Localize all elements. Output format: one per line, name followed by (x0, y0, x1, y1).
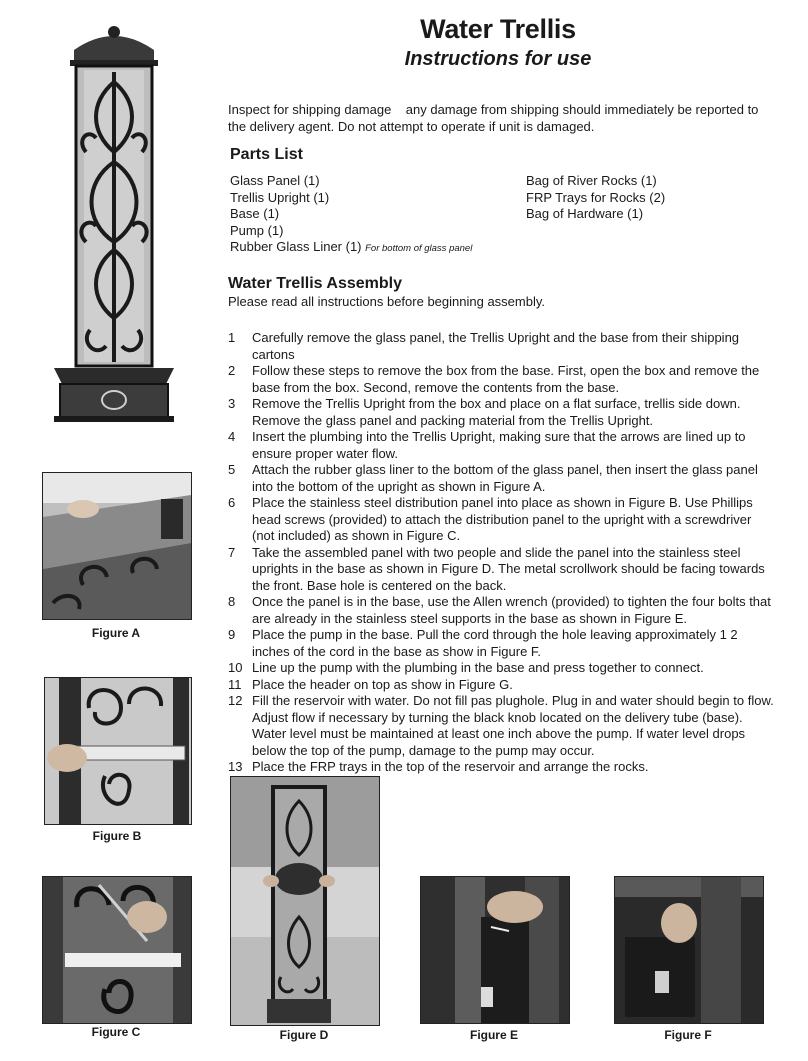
step-item (228, 627, 776, 660)
part-item (230, 223, 520, 240)
part-item (230, 206, 520, 223)
part-label: Glass Panel (1) (230, 173, 320, 188)
figure-f-caption: Figure F (664, 1028, 712, 1042)
part-label: FRP Trays for Rocks (2) (526, 189, 666, 205)
step-number: 7 (228, 544, 236, 560)
figure-b-photo (44, 677, 192, 825)
part-label: Trellis Upright (1) (230, 189, 330, 205)
step-text: Carefully remove the glass panel, the Trellis Upright and the base from their shipping cartons (252, 330, 740, 362)
intro-paragraph: Inspect for shipping damage any damage from shipping should immediately be reported to the delivery agent. Do not attempt to operate if unit is damaged. (228, 102, 763, 134)
figure-f-photo (614, 876, 764, 1024)
step-number: 8 (228, 594, 236, 609)
step-number: 4 (228, 429, 236, 444)
step-text: Remove the Trellis Upright from the box and place on a flat surface, trellis side down. Remove the glass panel and packing material from the Trellis Upright. (252, 396, 741, 428)
assembly-subheading: Please read all instructions before beginning assembly. (228, 294, 545, 309)
step-number: 6 (228, 495, 236, 510)
parts-list-right (526, 173, 786, 223)
figure-e-photo (420, 876, 570, 1024)
page-subtitle: Instructions for use (404, 48, 592, 70)
step-number: 10 (228, 660, 243, 675)
step-number: 9 (228, 627, 236, 642)
step-number: 12 (228, 693, 243, 708)
part-item (230, 239, 520, 256)
step-text: Follow these steps to remove the box from the base. First, open the box and remove the base from the box. Second, remove the contents from the base. (252, 363, 760, 395)
figure-d-photo (230, 776, 380, 1026)
figure-e-caption: Figure E (469, 1028, 518, 1042)
step-text: Take the assembled panel with two people and slide the panel into the stainless steel uprights in the base as shown in Figure D. The metal scrollwork should be facing towards the front. Base hole is centered on the back. (252, 544, 765, 593)
figure-c-caption: Figure C (91, 1025, 141, 1039)
step-number: 1 (228, 330, 236, 345)
step-item (228, 660, 776, 677)
figure-a-caption: Figure A (91, 626, 141, 640)
part-label: Pump (1) (230, 222, 284, 238)
step-text: Fill the reservoir with water. Do not fill pas plughole. Plug in and water should begin to flow. Adjust flow if necessary by turning the black knob located on the delivery tube (base). Water level must be maintained at least one inch above the pump. If water level drops below the top of the pump, damage to the pump may occur. (252, 693, 774, 758)
part-label: Rubber Glass Liner (1) (230, 239, 362, 254)
step-item (228, 545, 776, 595)
part-label: Bag of River Rocks (1) (526, 173, 657, 188)
step-item (228, 759, 776, 776)
part-label: Bag of Hardware (1) (526, 206, 644, 221)
figure-d-caption: Figure D (279, 1028, 329, 1042)
step-item (228, 330, 776, 363)
step-number: 13 (228, 759, 243, 774)
part-item (230, 190, 520, 207)
part-label: Base (1) (230, 206, 280, 221)
step-number: 11 (228, 676, 242, 692)
step-item (228, 677, 776, 694)
page-title: Water Trellis (420, 14, 576, 44)
part-item (526, 206, 786, 223)
step-number: 5 (228, 462, 236, 477)
part-note: For bottom of glass panel (365, 243, 473, 254)
step-item (228, 363, 776, 396)
assembly-steps (228, 330, 776, 776)
step-text: Place the stainless steel distribution panel into place as shown in Figure B. Use Phillips head screws (provided) to attach the distribution panel to the upright with a screwdriver (not included) as shown in Figure C. (252, 495, 753, 543)
step-text: Place the pump in the base. Pull the cord through the hole leaving approximately 1 2 inches of the cord in the base as show in Figure F. (252, 627, 738, 659)
step-item (228, 693, 776, 759)
step-number: 2 (228, 363, 236, 378)
step-item (228, 396, 776, 429)
step-item (228, 462, 776, 495)
step-item (228, 495, 776, 545)
step-text: Attach the rubber glass liner to the bottom of the glass panel, then insert the glass panel into the bottom of the upright as shown in Figure A. (252, 462, 758, 494)
step-text: Once the panel is in the base, use the Allen wrench (provided) to tighten the four bolts that are already in the stainless steel supports in the base as shown in Figure E. (252, 594, 771, 626)
step-number: 3 (228, 396, 236, 411)
part-item (526, 190, 786, 207)
trellis-illustration (40, 12, 188, 424)
step-text: Line up the pump with the plumbing in the base and press together to connect. (252, 660, 704, 675)
part-item (526, 173, 786, 190)
step-text: Insert the plumbing into the Trellis Upright, making sure that the arrows are lined up to ensure proper water flow. (252, 429, 746, 461)
step-text: Place the header on top as show in Figure G. (252, 676, 513, 692)
assembly-heading: Water Trellis Assembly (228, 275, 402, 292)
figure-c-photo (42, 876, 192, 1024)
part-item (230, 173, 520, 190)
step-item (228, 429, 776, 462)
figure-b-caption: Figure B (92, 829, 142, 843)
parts-list-heading: Parts List (230, 146, 303, 163)
step-item (228, 594, 776, 627)
figure-a-photo (42, 472, 192, 620)
parts-list-left (230, 173, 520, 256)
step-text: Place the FRP trays in the top of the reservoir and arrange the rocks. (252, 759, 649, 774)
